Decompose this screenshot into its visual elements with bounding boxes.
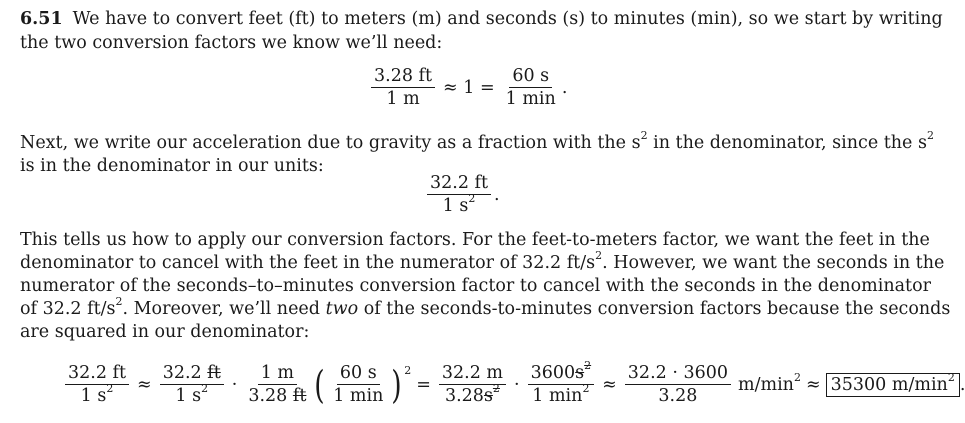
conversion-factors-equation: $\frac{3.28 ft}{1 m}$ ≈ 1 = $\frac{60 s}{1 \min}$ .	[368, 65, 567, 110]
feet-meters-fraction: $\frac{3.28 ft}{1 m}$	[371, 65, 435, 110]
term-gravity-cancelled: $\frac{32.2 ft}{1 s^2}$	[160, 362, 224, 407]
term-gravity: $\frac{32.2 ft}{1 s^2}$	[65, 362, 129, 407]
next-line-2: is in the denominator in our units:	[20, 156, 324, 176]
term-meters-per-feet: $\frac{1 m}{3.28 ft}$	[248, 363, 307, 406]
body-line-3: numerator of the seconds–to–minutes conversion factor to cancel with the seconds in the denominator	[20, 276, 931, 296]
term-meters-over-seconds: $\frac{32.2 m}{3.28s^2}$	[439, 362, 506, 407]
gravity-fraction: $\frac{32.2 ft}{1 s^2}$	[427, 172, 491, 217]
boxed-final-answer: 35300 $m/\min^2$	[826, 373, 960, 397]
body-line-5: are squared in our denominator:	[20, 322, 310, 342]
body-line-2: denominator to cancel with the feet in the numerator of 32.2 $ft/s^2$. However, we want the seconds in the	[20, 249, 945, 273]
intro-line-2: the two conversion factors we know we’ll need:	[20, 33, 443, 53]
body-line-4: of 32.2 $ft/s^2$. Moreover, we’ll need two of the seconds-to-minutes conversion factors because the seconds	[20, 295, 951, 319]
term-seconds-over-minutes: $\frac{3600s^2}{1 \min^2}$	[528, 362, 595, 407]
intro-line-1: 6.51 We have to convert feet (ft) to meters (m) and seconds (s) to minutes (min), so we start by writing	[20, 9, 943, 29]
next-line-1: Next, we write our acceleration due to gravity as a fraction with the $s^2$ in the denominator, since the $s^2$	[20, 129, 934, 153]
term-seconds-per-minute: $\frac{60 s}{1 \min}$	[333, 363, 384, 406]
term-numeric-product: $\frac{32.2 \cdot 3600}{3.28}$	[625, 362, 731, 407]
seconds-minutes-fraction: $\frac{60 s}{1 \min}$	[505, 66, 556, 109]
final-conversion-equation: $\frac{32.2 ft}{1 s^2}$ ≈ $\frac{32.2 ft}{1 s^2}$ · $\frac{1 m}{3.28 ft}$ ( $\frac{60 s}{1 \min}$ ) $^2$ = $\frac{32.2 m}{3.28s^2}$ · $\frac{3600s^2}{1 \min^2}$ ≈ $\frac{32.2 \cdot 3600}{3.28}$ $m/\min^2$ ≈ 35300 $m/\min^2$ .	[62, 362, 965, 407]
gravity-fraction-equation: $\frac{32.2 ft}{1 s^2}$ .	[424, 172, 500, 217]
problem-number: 6.51	[20, 9, 63, 29]
body-line-1: This tells us how to apply our conversion factors. For the feet-to-meters factor, we want the feet in the	[20, 230, 930, 250]
unit-label: $m/\min^2$	[738, 370, 801, 395]
